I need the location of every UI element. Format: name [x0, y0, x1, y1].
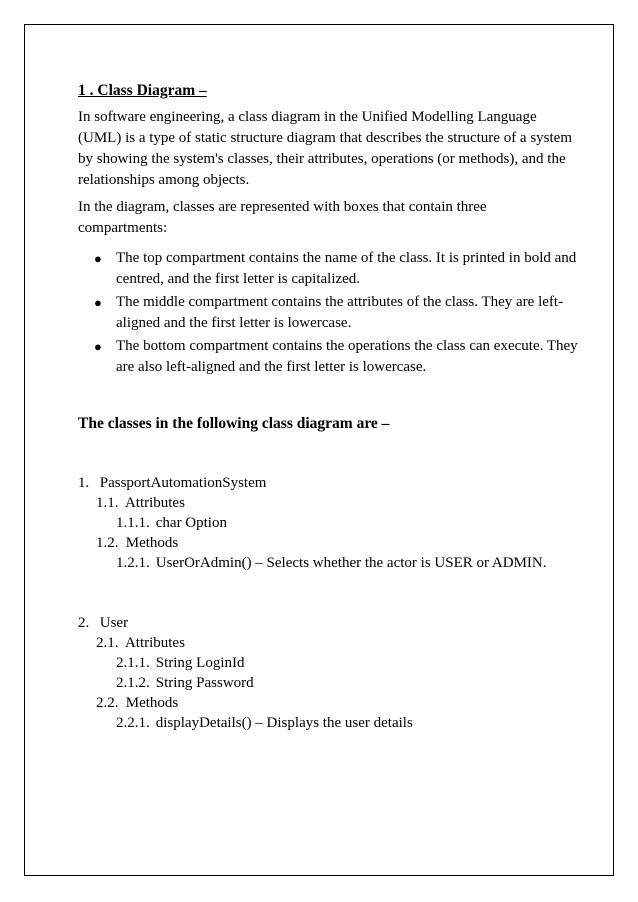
- class-number: 2.: [78, 615, 90, 631]
- attributes-line: [78, 493, 578, 513]
- list-item: [94, 292, 578, 334]
- attribute-item: [78, 653, 578, 673]
- method-text: UserOrAdmin() – Selects whether the actor is USER or ADMIN.: [155, 555, 547, 571]
- attribute-text: char Option: [155, 515, 227, 531]
- list-item-text: The bottom compartment contains the operations the class can execute. They are also left-aligned and the first letter is lowercase.: [116, 338, 578, 375]
- method-number: 1.2.1.: [116, 555, 150, 571]
- attribute-number: 2.1.2.: [116, 675, 150, 691]
- list-item-text: The top compartment contains the name of the class. It is printed in bold and centred, and the first letter is capitalized.: [116, 250, 577, 287]
- attributes-label: Attributes: [124, 635, 185, 651]
- attributes-number: 1.1.: [96, 495, 119, 511]
- method-text: displayDetails() – Displays the user details: [155, 715, 413, 731]
- class-name-line: [78, 473, 578, 493]
- methods-label: Methods: [125, 695, 179, 711]
- list-item: [94, 336, 578, 378]
- document-content: [78, 80, 578, 733]
- compartments-paragraph: In the diagram, classes are represented with boxes that contain three compartments:: [78, 199, 487, 236]
- methods-number: 2.2.: [96, 695, 119, 711]
- attributes-number: 2.1.: [96, 635, 119, 651]
- methods-line: [78, 693, 578, 713]
- intro-paragraph: In software engineering, a class diagram in the Unified Modelling Language (UML) is a type of static structure diagram that describes the structure of a system by showing the system's classes, their attributes, operations (or methods), and the relationships among objects.: [78, 109, 573, 188]
- class-name: PassportAutomationSystem: [99, 475, 267, 491]
- section-heading: 1 . Class Diagram –: [78, 82, 207, 99]
- compartment-list: [78, 248, 578, 378]
- attribute-item: [78, 513, 578, 533]
- attribute-item: [78, 673, 578, 693]
- method-number: 2.2.1.: [116, 715, 150, 731]
- methods-label: Methods: [125, 535, 179, 551]
- methods-number: 1.2.: [96, 535, 119, 551]
- bullet-icon: ●: [94, 295, 102, 310]
- classes-subheading: The classes in the following class diagram are –: [78, 415, 390, 432]
- bullet-icon: ●: [94, 251, 102, 266]
- attributes-line: [78, 633, 578, 653]
- method-item: [78, 553, 578, 573]
- class-number: 1.: [78, 475, 90, 491]
- list-item: [94, 248, 578, 290]
- attribute-text: String Password: [155, 675, 254, 691]
- method-item: [78, 713, 578, 733]
- attributes-label: Attributes: [124, 495, 185, 511]
- methods-line: [78, 533, 578, 553]
- attribute-number: 2.1.1.: [116, 655, 150, 671]
- class-name-line: [78, 613, 578, 633]
- list-item-text: The middle compartment contains the attributes of the class. They are left-aligned and the first letter is lowercase.: [116, 294, 564, 331]
- attribute-text: String LoginId: [155, 655, 245, 671]
- class-list: [78, 473, 578, 733]
- bullet-icon: ●: [94, 339, 102, 354]
- class-name: User: [99, 615, 129, 631]
- attribute-number: 1.1.1.: [116, 515, 150, 531]
